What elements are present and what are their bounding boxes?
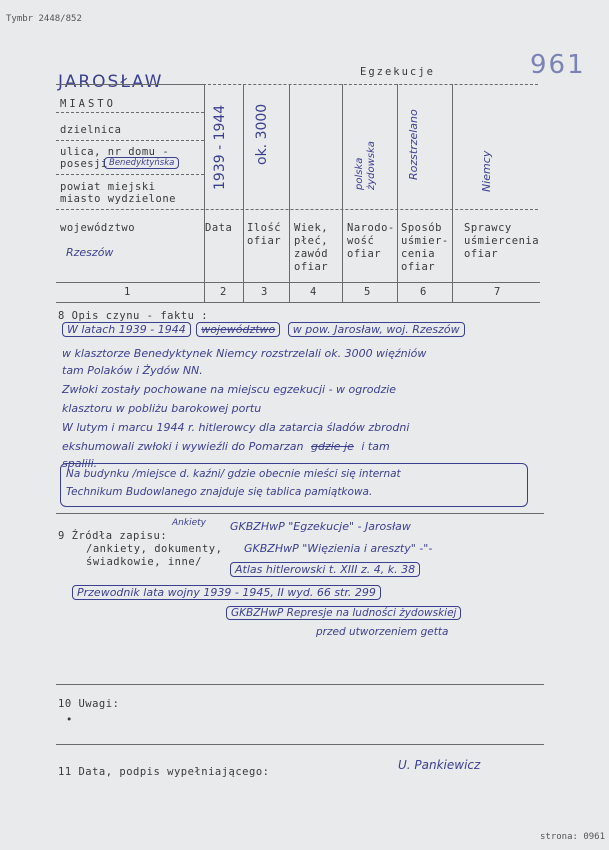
label-dzielnica: dzielnica bbox=[60, 124, 122, 136]
col-num-3: 3 bbox=[261, 286, 268, 298]
section-8-label: 8 Opis czynu - faktu : bbox=[58, 310, 209, 322]
col-7-header: Sprawcy uśmiercenia ofiar bbox=[464, 222, 540, 260]
signature: U. Pankiewicz bbox=[398, 758, 481, 772]
opis-line-7: ekshumowali zwłoki i wywieźli do Pomarzan gdzie je i tam bbox=[62, 440, 390, 453]
label-miasto: MIASTO bbox=[60, 98, 116, 110]
col-6-header: Sposób uśmier- cenia ofiar bbox=[401, 222, 449, 273]
col-4-header: Wiek, płeć, zawód ofiar bbox=[294, 222, 329, 273]
opis-line-9: Na budynku /miejsce d. kaźni/ gdzie obecnie mieści się internat bbox=[66, 468, 401, 480]
col-num-7: 7 bbox=[494, 286, 501, 298]
col-sprawcy-value: Niemcy bbox=[480, 150, 493, 192]
zrodla-line-6: przed utworzeniem getta bbox=[316, 626, 449, 638]
section-10-mark: • bbox=[66, 714, 73, 726]
label-powiat-2: miasto wydzielone bbox=[60, 193, 176, 205]
zrodla-line-4: Przewodnik lata wojny 1939 - 1945, II wyd. 66 str. 299 bbox=[72, 585, 381, 600]
zrodla-line-2: GKBZHwP "Więzienia i areszty" -"- bbox=[244, 542, 433, 555]
miasto-value: JAROSŁAW bbox=[58, 72, 164, 92]
label-wojewodztwo: województwo bbox=[60, 222, 136, 234]
col-num-4: 4 bbox=[310, 286, 317, 298]
col-2-header: Data bbox=[205, 222, 233, 234]
label-ulica-1: ulica, nr domu - bbox=[60, 146, 170, 158]
section-10-label: 10 Uwagi: bbox=[58, 698, 120, 710]
col-narodowosc-value: polska żydowska bbox=[354, 141, 377, 190]
section-11-label: 11 Data, podpis wypełniającego: bbox=[58, 766, 270, 778]
opis-line-10: Technikum Budowlanego znajduje się tablica pamiątkowa. bbox=[66, 486, 373, 498]
col-5-header: Narodo- wość ofiar bbox=[347, 222, 395, 260]
zrodla-line-1: GKBZHwP "Egzekucje" - Jarosław bbox=[230, 520, 411, 533]
col-num-1: 1 bbox=[124, 286, 131, 298]
opis-line-8: spalili. bbox=[62, 457, 98, 470]
footer-page-number: strona: 0961 bbox=[540, 832, 606, 842]
col-data-value: 1939 - 1944 bbox=[212, 104, 228, 190]
ulica-value: Benedyktyńska bbox=[104, 157, 179, 169]
zrodla-line-5: GKBZHwP Represje na ludności żydowskiej bbox=[226, 606, 461, 620]
opis-line-3: tam Polaków i Żydów NN. bbox=[62, 364, 203, 377]
page-stamp: 961 bbox=[530, 50, 586, 80]
col-num-6: 6 bbox=[420, 286, 427, 298]
zrodla-prefix: Ankiety bbox=[172, 518, 206, 528]
egzekucje-title: Egzekucje bbox=[360, 66, 435, 78]
archive-reference: Tymbr 2448/852 bbox=[6, 14, 82, 24]
wojewodztwo-value: Rzeszów bbox=[66, 246, 114, 259]
opis-line-4: Zwłoki zostały pochowane na miejscu egzekucji - w ogrodzie bbox=[62, 383, 397, 396]
opis-line-1: W latach 1939 - 1944 województwo w pow. Jarosław, woj. Rzeszów bbox=[62, 323, 465, 336]
opis-line-5: klasztoru w pobliżu barokowej portu bbox=[62, 402, 262, 415]
col-num-5: 5 bbox=[364, 286, 371, 298]
col-3-header: Ilość ofiar bbox=[247, 222, 282, 247]
col-sposob-value: Rozstrzelano bbox=[407, 109, 420, 180]
label-powiat-1: powiat miejski bbox=[60, 181, 156, 193]
opis-line-6: W lutym i marcu 1944 r. hitlerowcy dla zatarcia śladów zbrodni bbox=[62, 421, 410, 434]
opis-line-2: w klasztorze Benedyktynek Niemcy rozstrzelali ok. 3000 więźniów bbox=[62, 347, 427, 360]
col-ilosc-value: ok. 3000 bbox=[254, 103, 270, 165]
label-ulica-2: posesji bbox=[60, 158, 108, 170]
zrodla-line-3: Atlas hitlerowski t. XIII z. 4, k. 38 bbox=[230, 562, 420, 577]
col-num-2: 2 bbox=[220, 286, 227, 298]
section-9-label: 9 Źródła zapisu: /ankiety, dokumenty, świadkowie, inne/ bbox=[58, 530, 223, 568]
